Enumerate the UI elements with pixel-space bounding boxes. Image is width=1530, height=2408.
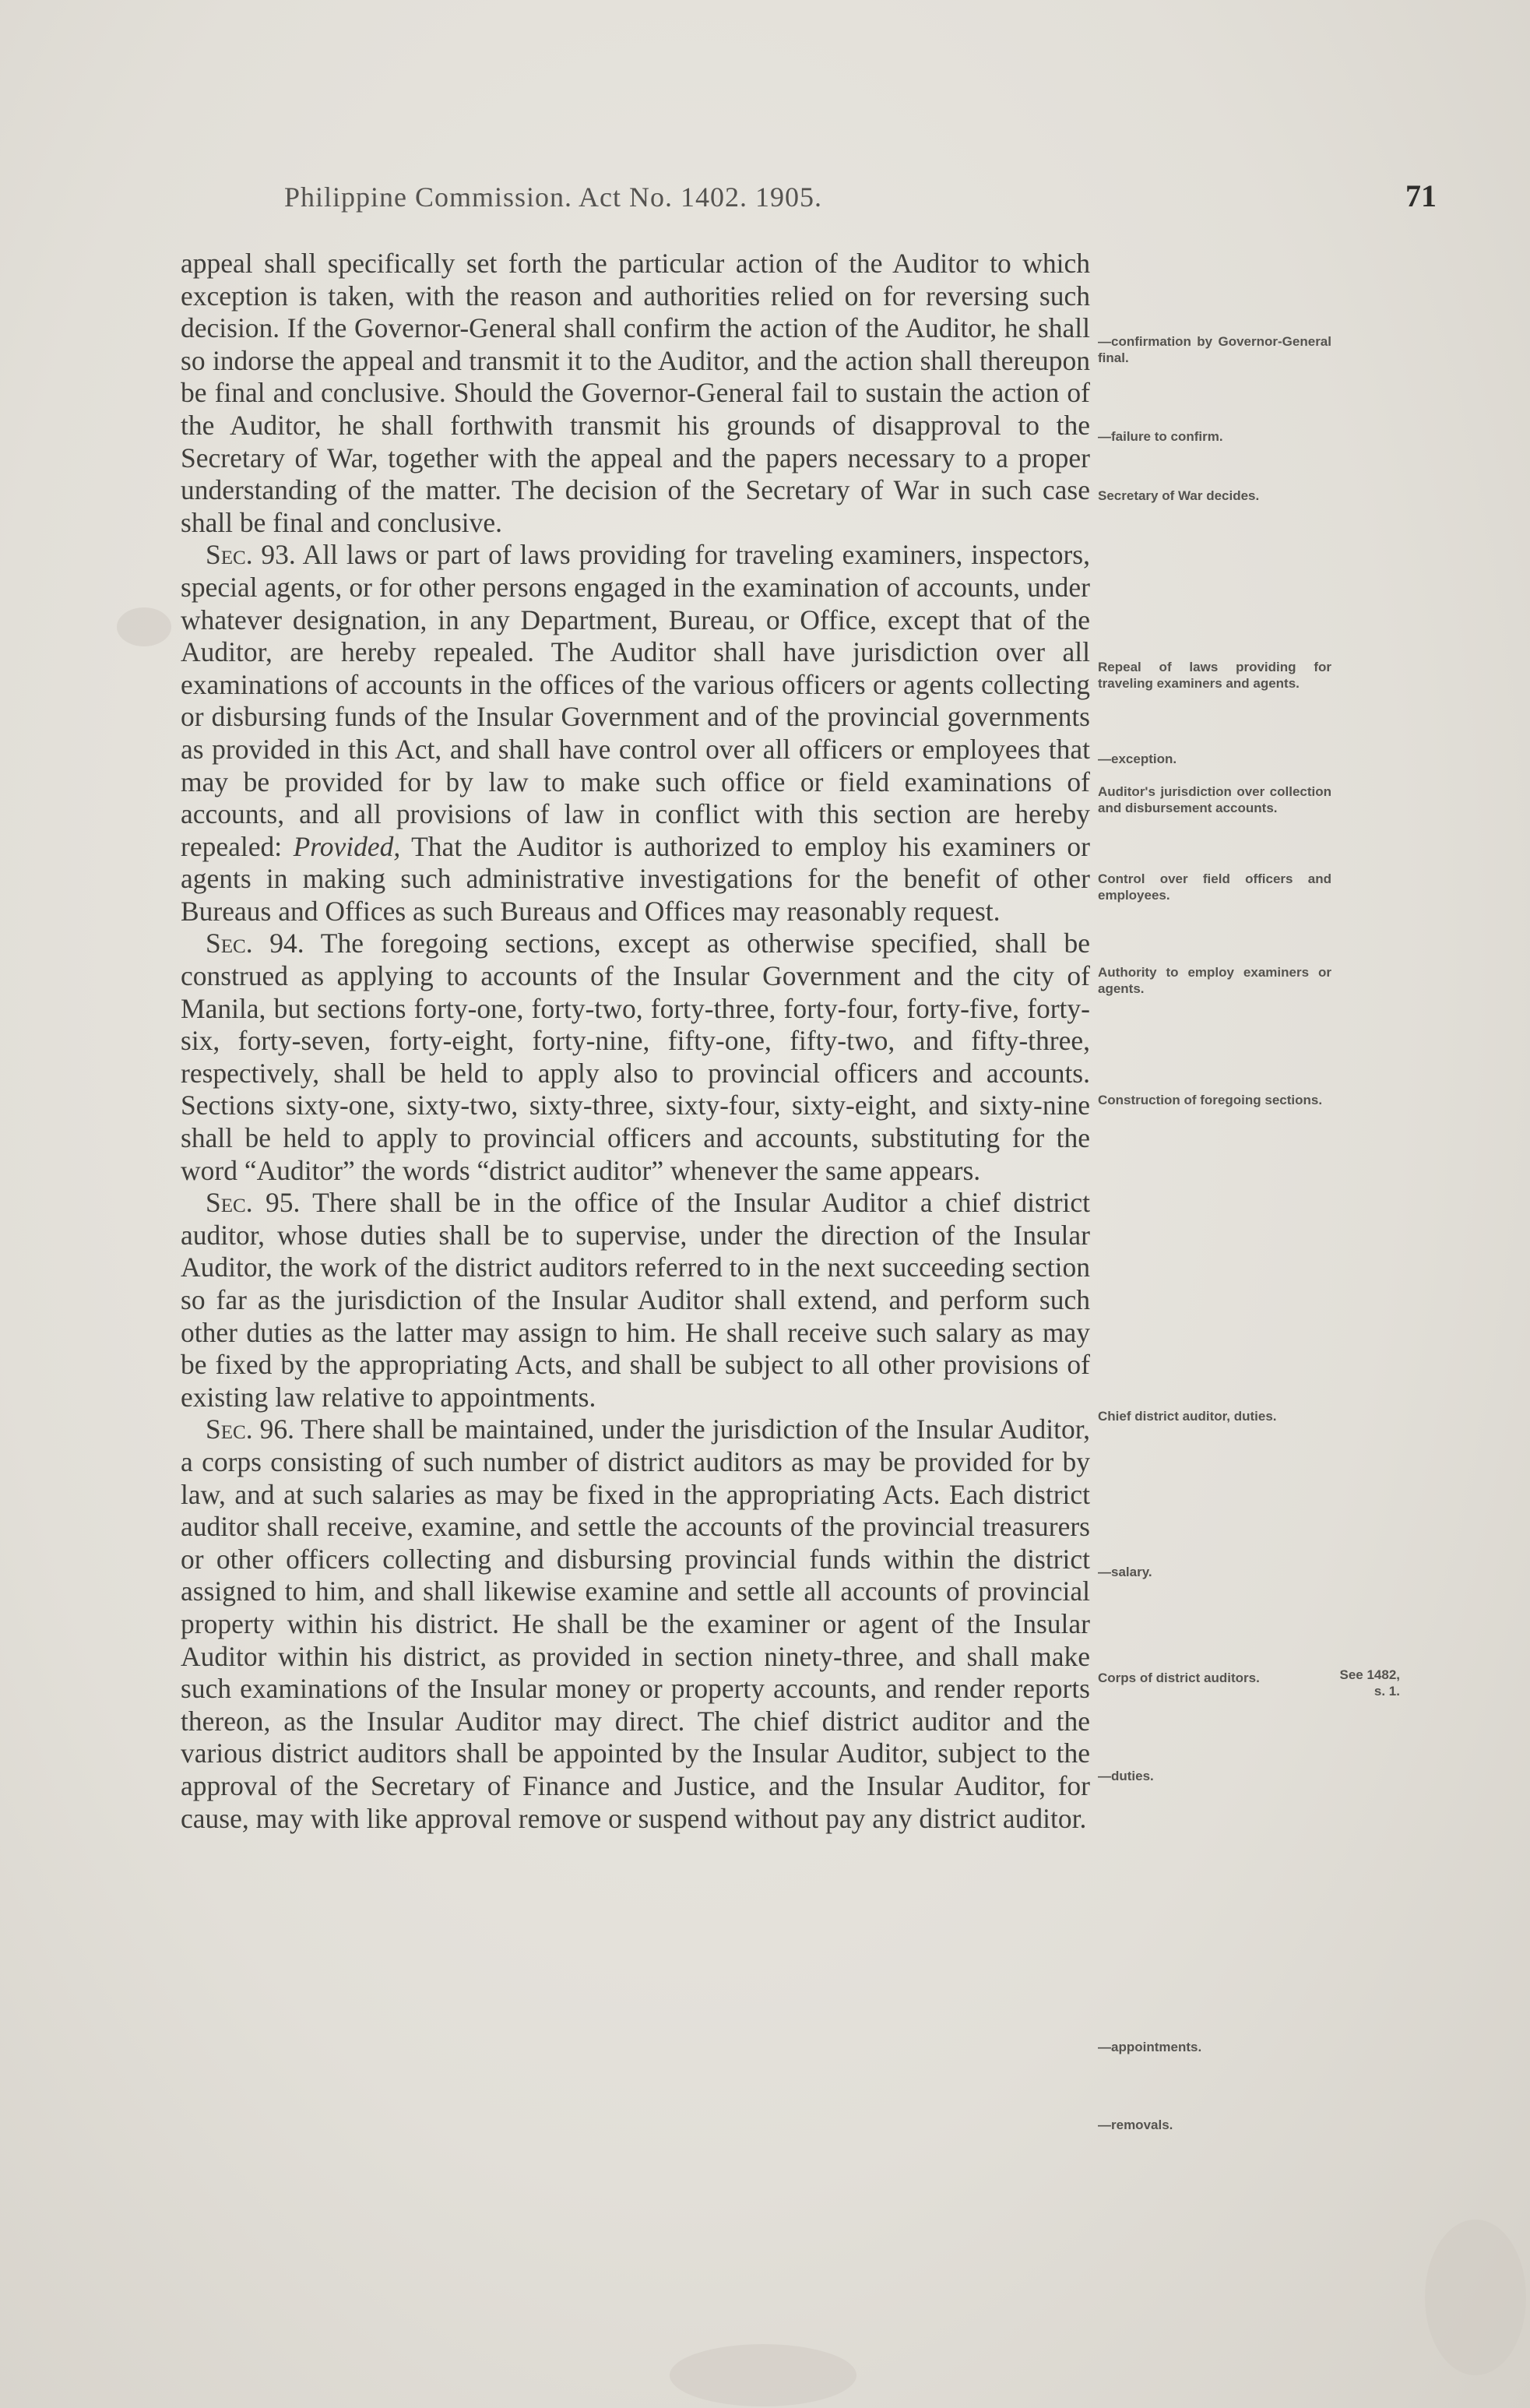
marginal-note: Corps of district auditors.: [1098, 1670, 1260, 1685]
section-94: [181, 928, 1090, 1187]
marginal-note: —removals.: [1098, 2118, 1173, 2132]
paragraph-text: There shall be maintained, under the jurisdiction of the Insular Auditor, a corps consisting of such number of district auditors as may be provided for by law, and at such salaries as may be fixed in the appropriating Acts. Each district auditor shall receive, examine, and settle the accounts of the provincial treasurers or other officers collecting and disbursing provincial funds within the district assigned to him, and shall likewise examine and settle all accounts of provincial property within his district. He shall be the examiner or agent of the Insular Auditor within his district, as provided in section ninety-three, and shall make such examinations of the Insular money or property accounts, and render reports thereon, as the Insular Auditor may direct. The chief district auditor and the various district auditors shall be appointed by the Insular Auditor, subject to the approval of the Secretary of Finance and Justice, and the Insular Auditor, for cause, may with like approval remove or suspend without pay any district auditor.: [181, 1413, 1091, 1834]
marginal-note: —failure to confirm.: [1098, 429, 1223, 444]
paper-stain: [1425, 2220, 1526, 2375]
section-label: Sec. 94.: [206, 928, 304, 959]
section-label: Sec. 96.: [206, 1413, 294, 1445]
paragraph-tail: That the Auditor is authorized to employ his examiners or agents in making such administrative investigations for the benefit of other Bureaus and Offices as such Bureaus and Offices may reasonably request.: [181, 830, 1090, 927]
running-head: Philippine Commission. Act No. 1402. 1905.: [284, 181, 823, 213]
marginal-note: —duties.: [1098, 1769, 1154, 1783]
proviso-word: Provided,: [293, 830, 401, 862]
section-label: Sec. 95.: [206, 1187, 301, 1219]
marginal-note: —appointments.: [1098, 2040, 1202, 2054]
section-93: [181, 539, 1090, 928]
section-95: [181, 1187, 1090, 1413]
marginal-note: —confirmation by Governor-General final.: [1098, 334, 1331, 365]
paper-stain: [117, 607, 171, 646]
page-number: 71: [1405, 178, 1437, 213]
paragraph-text: appeal shall specifically set forth the particular action of the Auditor to which exception is taken, with the reason and authorities relied on for reversing such decision. If the Governor-General shall confirm the action of the Auditor, he shall so indorse the appeal and transmit it to the Auditor, and the action shall thereupon be final and conclusive. Should the Governor-General fail to sustain the action of the Auditor, he shall forthwith transmit his grounds of disapproval to the Secretary of War, together with the appeal and the papers necessary to a proper understanding of the matter. The decision of the Secretary of War in such case shall be final and conclusive.: [181, 248, 1090, 538]
marginal-note: —exception.: [1098, 752, 1177, 766]
marginal-note: Chief district auditor, duties.: [1098, 1409, 1277, 1424]
marginal-note: Auditor's jurisdiction over collection and disbursement accounts.: [1098, 784, 1331, 815]
section-label: Sec. 93.: [206, 539, 296, 571]
marginal-note: Construction of foregoing sections.: [1098, 1093, 1323, 1107]
marginal-note: Repeal of laws providing for traveling examiners and agents.: [1098, 660, 1331, 691]
marginal-note: —salary.: [1098, 1565, 1152, 1579]
paragraph-text: All laws or part of laws providing for traveling examiners, inspectors, special agents, or for other persons engaged in the examination of accounts, under whatever designation, in any Department, Bureau, or Office, except that of the Auditor, are hereby repealed. The Auditor shall have jurisdiction over all examinations of accounts in the offices of the various officers or agents collecting or disbursing funds of the Insular Government and of the provincial governments as provided in this Act, and shall have control over all officers or employees that may be provided for by law to make such office or field examinations of accounts, and all provisions of law in conflict with this section are hereby repealed:: [181, 539, 1090, 862]
marginal-note: Authority to employ examiners or agents.: [1098, 965, 1331, 996]
paragraph-text: There shall be in the office of the Insular Auditor a chief district auditor, whose duties shall be to supervise, under the direction of the Insular Auditor, the work of the district auditors referred to in the next succeeding section so far as the jurisdiction of the Insular Auditor shall extend, and perform such other duties as the latter may assign to him. He shall receive such salary as may be fixed by the appropriating Acts, and shall be subject to all other provisions of existing law relative to appointments.: [181, 1187, 1091, 1413]
cross-reference-note: See 1482, s. 1.: [1339, 1667, 1400, 1699]
page-header: [183, 178, 1437, 240]
section-96: [181, 1413, 1090, 1835]
paragraph-text: The foregoing sections, except as otherwise specified, shall be construed as applying to accounts of the Insular Government and the city of Manila, but sections forty-one, forty-two, forty-three, forty-four, forty-five, forty-six, forty-seven, forty-eight, forty-nine, fifty-one, fifty-two, and fifty-three, respectively, shall be held to apply also to provincial officers and accounts. Sections sixty-one, sixty-two, sixty-three, sixty-four, sixty-eight, and sixty-nine shall be held to apply to provincial officers and accounts, substituting for the word “Auditor” the words “district auditor” whenever the same appears.: [181, 928, 1090, 1186]
marginal-note: Secretary of War decides.: [1098, 488, 1260, 503]
body-text: [181, 248, 1090, 1835]
paper-stain: [670, 2344, 856, 2406]
marginal-note: Control over field officers and employees.: [1098, 871, 1331, 903]
paragraph-continuation: [181, 248, 1090, 539]
